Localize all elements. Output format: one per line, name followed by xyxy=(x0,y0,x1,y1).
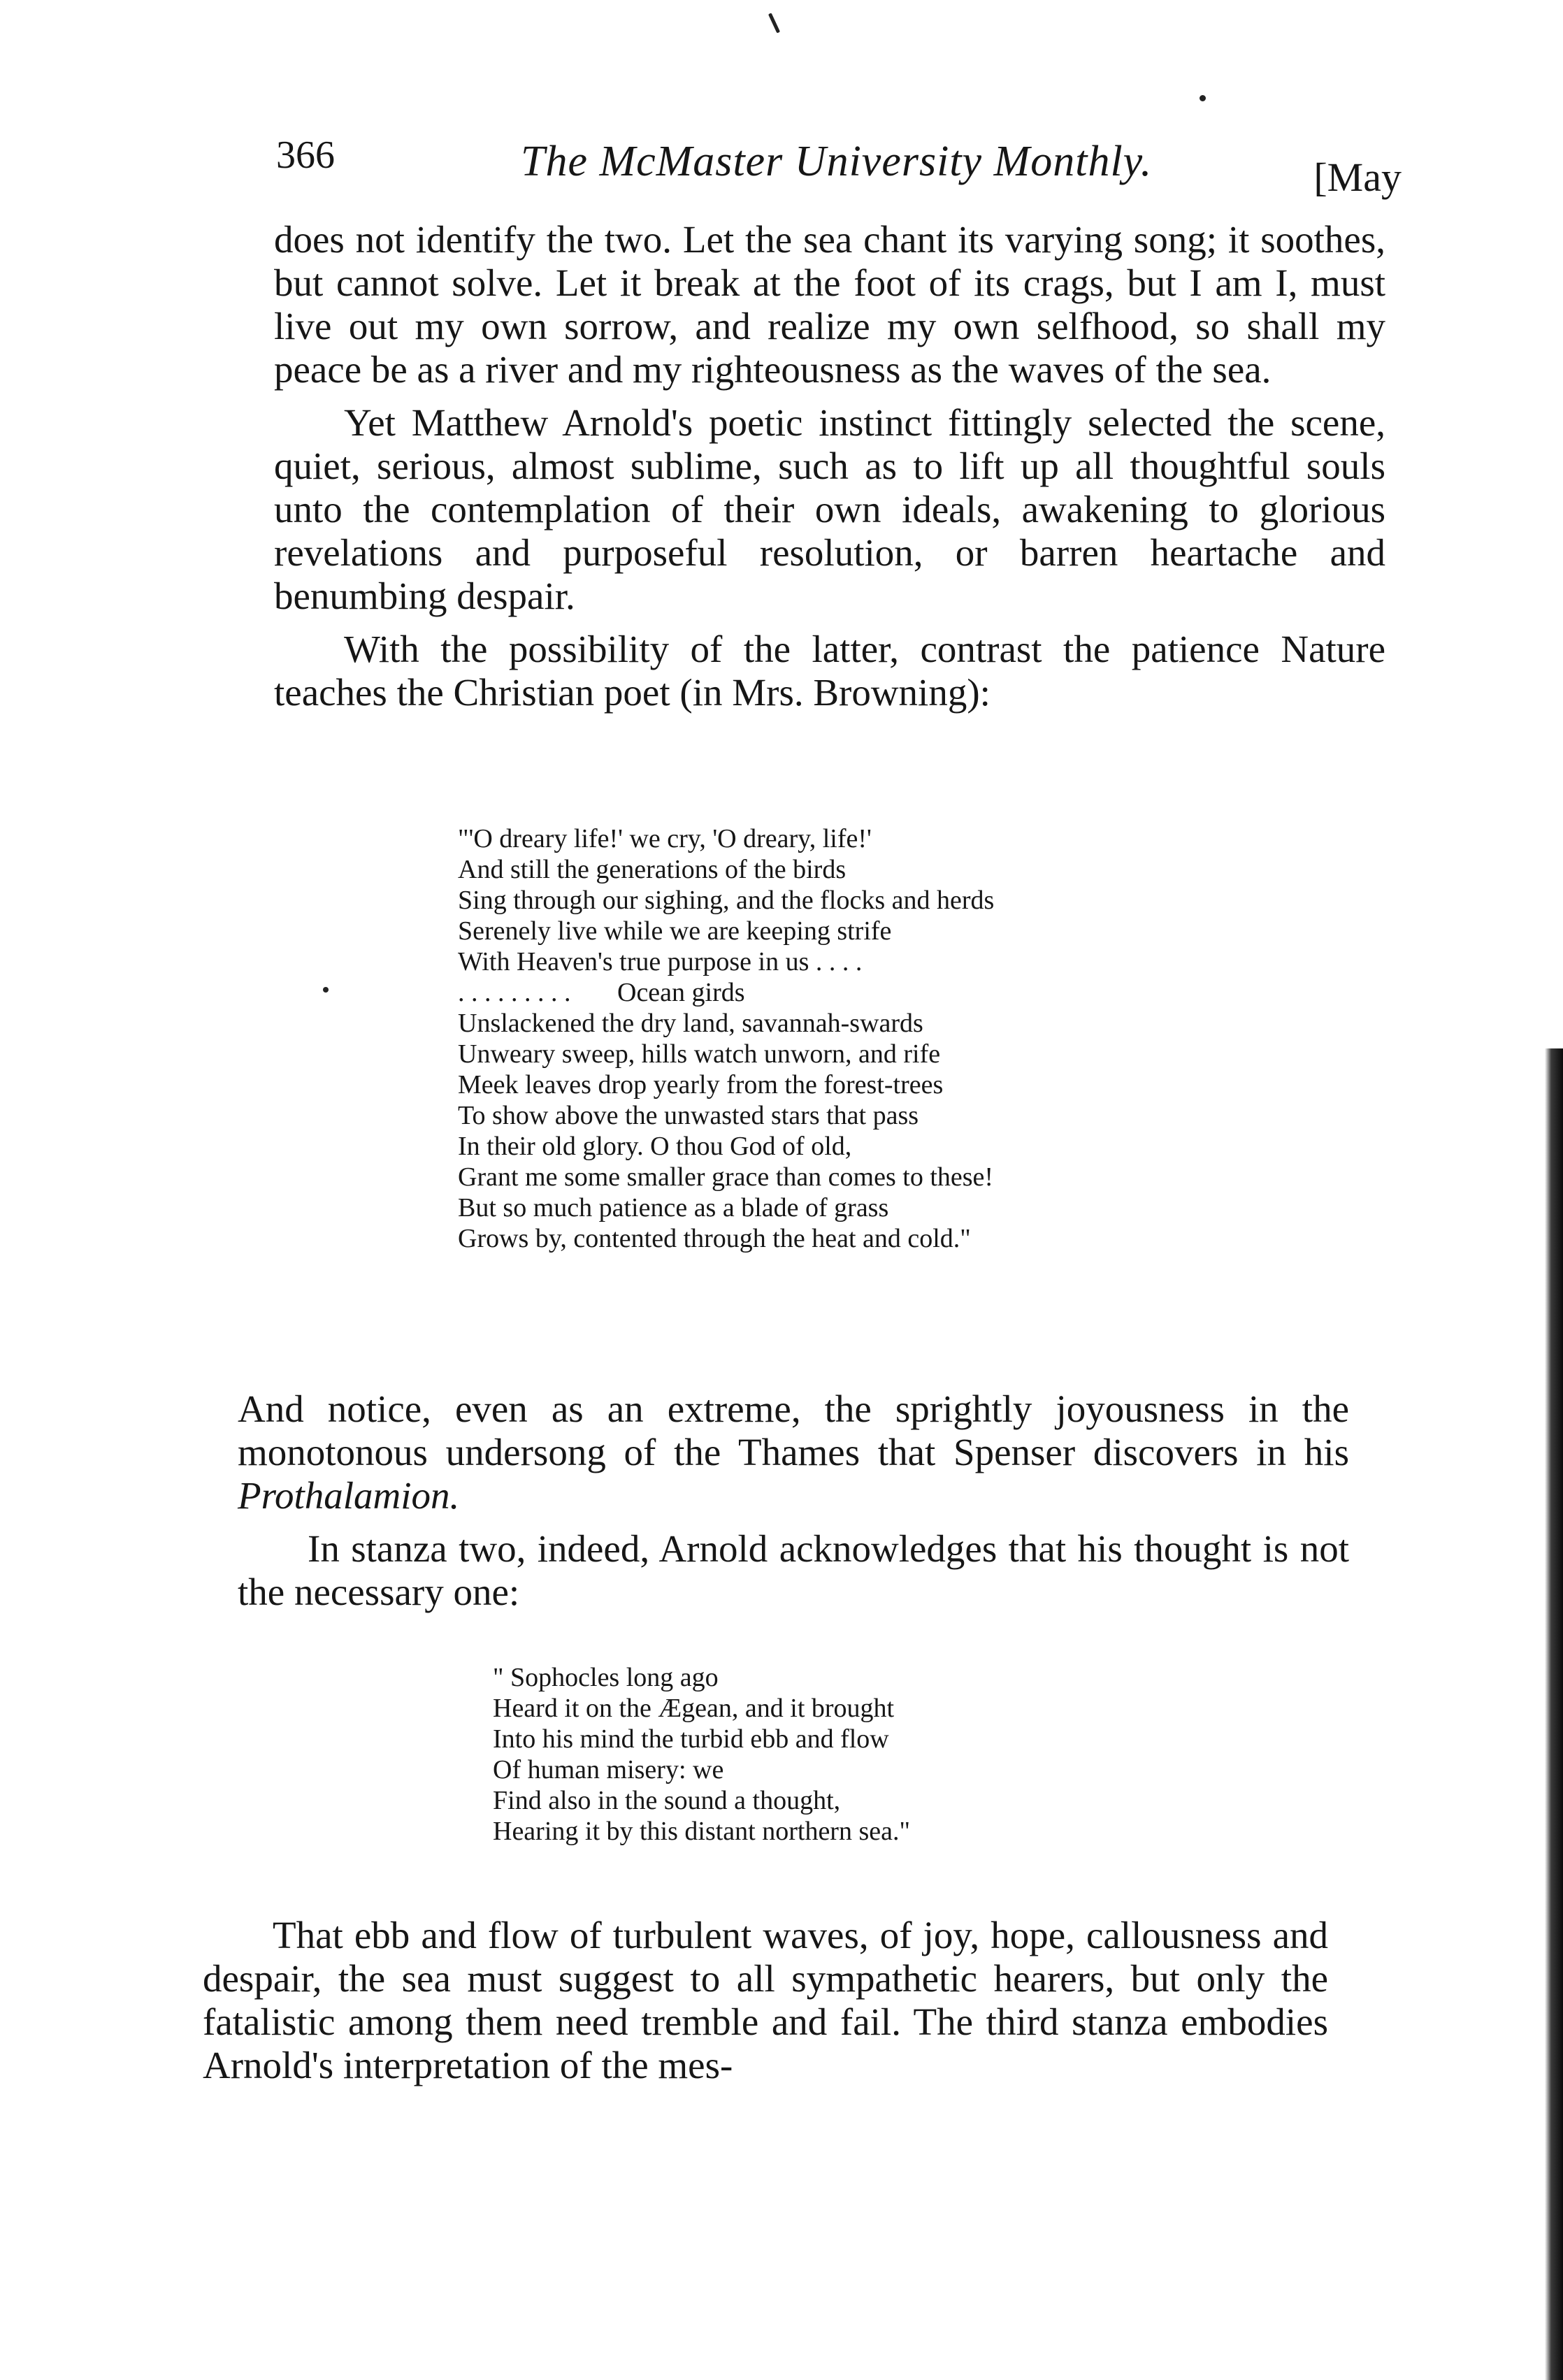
scan-speck xyxy=(323,987,329,993)
paragraph: Yet Matthew Arnold's poetic instinct fittingly selected the scene, quiet, serious, almost sublime, such as to lift up all thoughtful souls unto the contemplation of their own ideals, awakening to glorious revelations and purposeful resolution, or barren heartache and benumbing despair. xyxy=(274,401,1385,617)
verse-line: Meek leaves drop yearly from the forest-trees xyxy=(458,1070,944,1099)
verse-line: Into his mind the turbid ebb and flow xyxy=(493,1724,889,1754)
verse-line: With Heaven's true purpose in us . . . . xyxy=(458,947,863,976)
scan-speck xyxy=(768,13,780,33)
paragraph: That ebb and flow of turbulent waves, of joy, hope, callousness and despair, the sea must suggest to all sympathetic hearers, but only the fatalistic among them need tremble and fail. The third stanza embodies Arnold's interpretation of the mes- xyxy=(203,1914,1328,2086)
verse-line: And still the generations of the birds xyxy=(458,855,847,884)
paragraph: does not identify the two. Let the sea chant its varying song; it soothes, but cannot solve. Let it break at the foot of its crags, but I am I, must live out my own sorrow, and realize my own selfhood, so shall my peace be as a river and my righteousness as the waves of the sea. xyxy=(274,218,1385,391)
verse-line: Of human misery: we xyxy=(493,1755,724,1784)
verse-line: In their old glory. O thou God of old, xyxy=(458,1132,852,1161)
verse-line: Grant me some smaller grace than comes to these! xyxy=(458,1162,994,1192)
running-header xyxy=(276,133,1402,217)
verse-line: Heard it on the Ægean, and it brought xyxy=(493,1694,895,1723)
verse-line: "'O dreary life!' we cry, 'O dreary, life!' xyxy=(458,824,872,853)
paragraph-text: And notice, even as an extreme, the sprightly joyousness in the monotonous undersong of the Thames that Spenser discovers in his xyxy=(238,1387,1349,1473)
verse-line: Unslackened the dry land, savannah-swards xyxy=(458,1009,923,1038)
verse-line: Grows by, contented through the heat and cold." xyxy=(458,1224,971,1253)
issue-month: [May xyxy=(1313,154,1402,200)
body-text-block-3 xyxy=(203,1914,1328,2087)
verse-line: " Sophocles long ago xyxy=(493,1663,719,1692)
scan-speck xyxy=(1200,95,1206,101)
paragraph xyxy=(238,1387,1349,1517)
poem-title: Prothalamion. xyxy=(238,1474,460,1517)
scan-border xyxy=(1545,1048,1563,2380)
page-number: 366 xyxy=(276,134,335,177)
verse-line: Find also in the sound a thought, xyxy=(493,1786,841,1815)
paragraph: In stanza two, indeed, Arnold acknowledges that his thought is not the necessary one: xyxy=(238,1527,1349,1613)
browning-quotation xyxy=(458,823,1241,1254)
verse-line: To show above the unwasted stars that pass xyxy=(458,1101,919,1130)
verse-line: Unweary sweep, hills watch unworn, and rife xyxy=(458,1039,941,1069)
verse-line: . . . . . . . . . Ocean girds xyxy=(458,978,745,1007)
verse-line: Hearing it by this distant northern sea." xyxy=(493,1817,910,1846)
body-text-block-1 xyxy=(274,218,1385,714)
verse-line: Serenely live while we are keeping strife xyxy=(458,916,892,946)
paragraph: With the possibility of the latter, contrast the patience Nature teaches the Christian poet (in Mrs. Browning): xyxy=(274,628,1385,714)
arnold-quotation xyxy=(493,1662,1122,1847)
verse-line: But so much patience as a blade of grass xyxy=(458,1193,889,1223)
journal-title: The McMaster University Monthly. xyxy=(521,138,1153,185)
body-text-block-2 xyxy=(238,1387,1349,1614)
verse-line: Sing through our sighing, and the flocks and herds xyxy=(458,886,995,915)
